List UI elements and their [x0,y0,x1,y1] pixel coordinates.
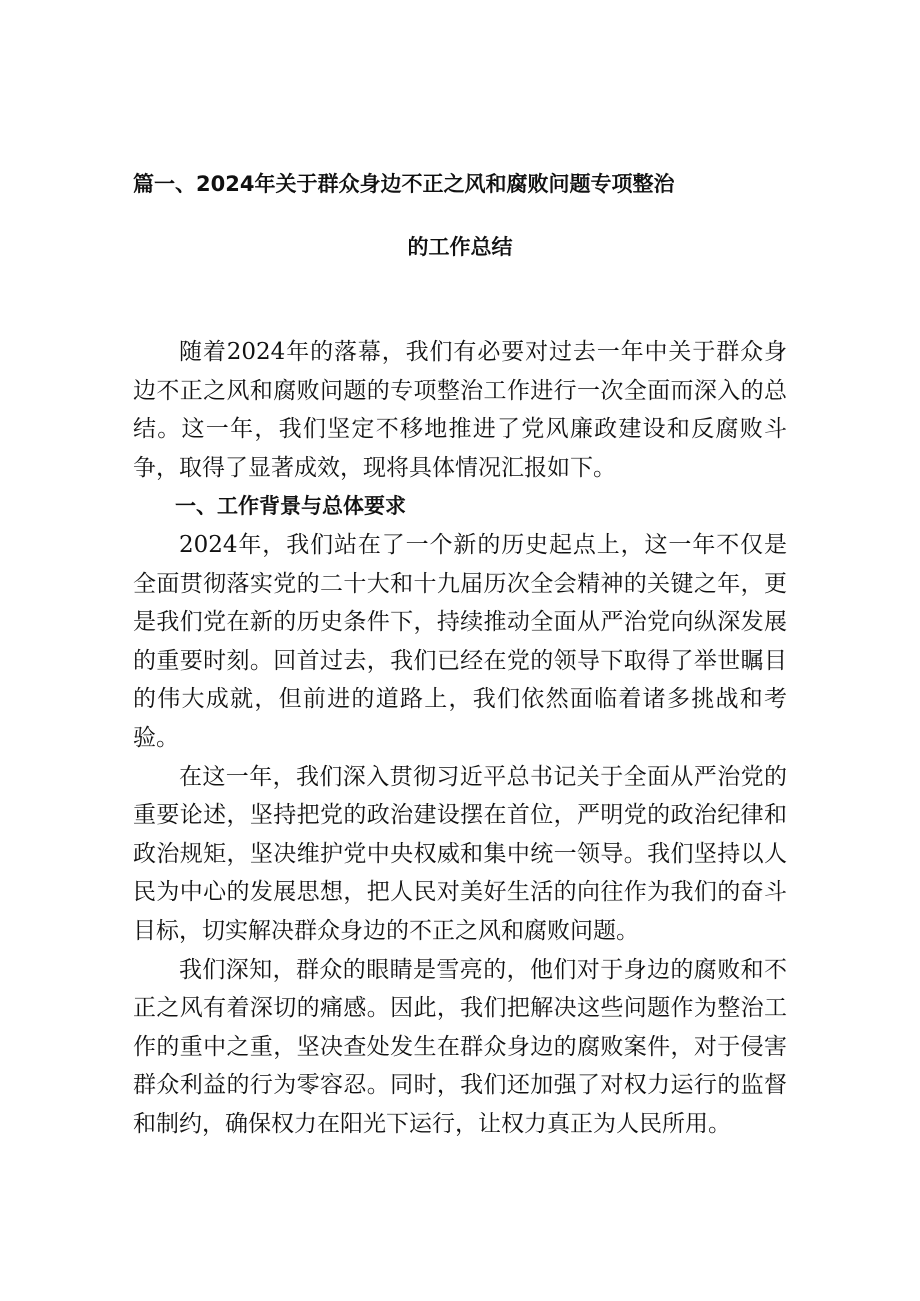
paragraph-rectification-focus: 我们深知，群众的眼睛是雪亮的，他们对于身边的腐败和不正之风有着深切的痛感。因此，我们把解决这些问题作为整治工作的重中之重，坚决查处发生在群众身边的腐败案件，对于侵害群众利益的行为零容忍。同时，我们还加强了对权力运行的监督和制约，确保权力在阳光下运行，让权力真正为人民所用。 [133,956,787,1137]
document-body [133,333,787,1143]
section-heading: 一、工作背景与总体要求 [175,494,406,519]
document-title-line-1: 篇一、2024年关于群众身边不正之风和腐败问题专项整治 [133,172,675,196]
document-title-line-2: 的工作总结 [407,235,513,259]
paragraph-background: 2024年，我们站在了一个新的历史起点上，这一年不仅是全面贯彻落实党的二十大和十九届历次全会精神的关键之年，更是我们党在新的历史条件下，持续推动全面从严治党向纵深发展的重要时刻。回首过去，我们已经在党的领导下取得了举世瞩目的伟大成就，但前进的道路上，我们依然面临着诸多挑战和考验。 [133,531,787,751]
paragraph-political-construction: 在这一年，我们深入贯彻习近平总书记关于全面从严治党的重要论述，坚持把党的政治建设摆在首位，严明党的政治纪律和政治规矩，坚决维护党中央权威和集中统一领导。我们坚持以人民为中心的发展思想，把人民对美好生活的向往作为我们的奋斗目标，切实解决群众身边的不正之风和腐败问题。 [133,763,787,944]
paragraph-intro: 随着2024年的落幕，我们有必要对过去一年中关于群众身边不正之风和腐败问题的专项整治工作进行一次全面而深入的总结。这一年，我们坚定不移地推进了党风廉政建设和反腐败斗争，取得了显著成效，现将具体情况汇报如下。 [133,339,787,481]
